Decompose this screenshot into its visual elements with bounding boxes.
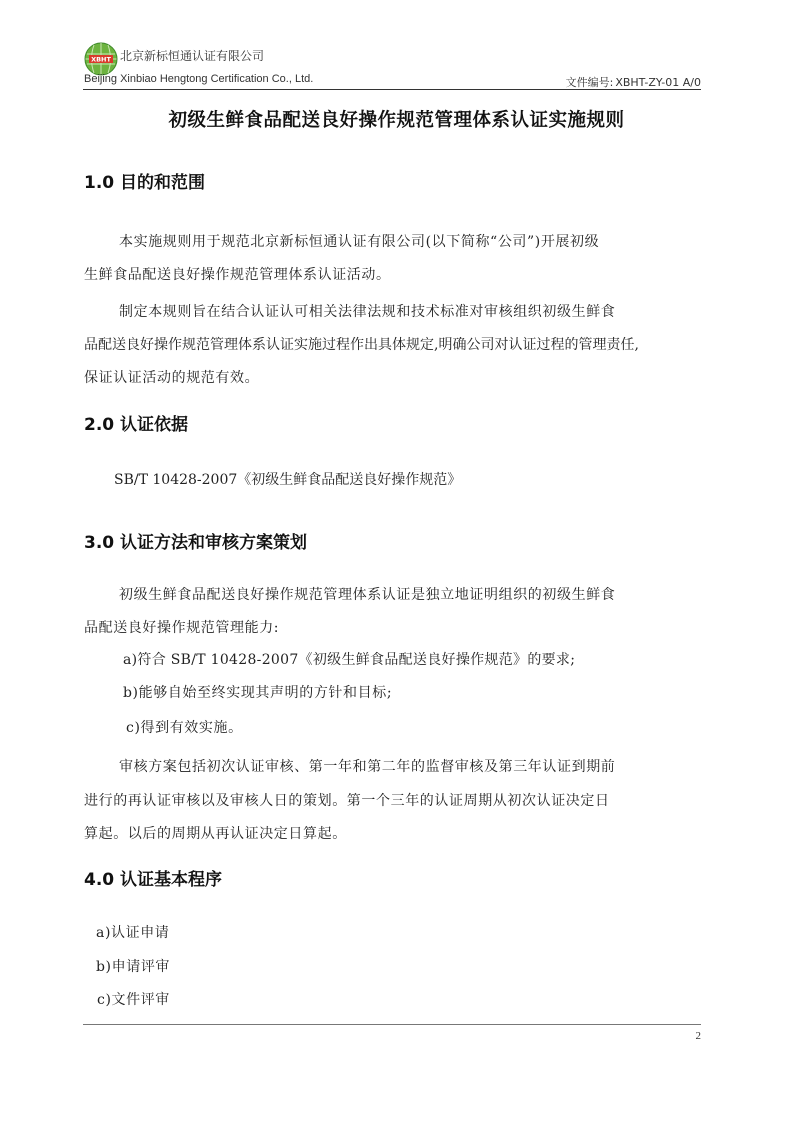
section-4-heading: 4.0 认证基本程序	[84, 870, 223, 890]
section-2-heading: 2.0 认证依据	[84, 415, 189, 435]
section-3-item-b: b)能够自始至终实现其声明的方针和目标;	[123, 685, 393, 701]
svg-text:XBHT: XBHT	[91, 55, 111, 64]
procedure-item-b: b)申请评审	[96, 959, 171, 975]
section-3-paragraph-2-line-2: 进行的再认证审核以及审核人日的策划。第一个三年的认证周期从初次认证决定日	[84, 793, 610, 809]
section-3-item-a: a)符合 SB/T 10428-2007《初级生鲜食品配送良好操作规范》的要求;	[123, 652, 576, 668]
section-1-paragraph-2-line-3: 保证认证活动的规范有效。	[84, 370, 260, 386]
procedure-item-a: a)认证申请	[96, 925, 170, 941]
company-name-cn: 北京新标恒通认证有限公司	[120, 49, 265, 63]
company-name-en: Beijing Xinbiao Hengtong Certification Co., Ltd.	[84, 73, 314, 85]
company-logo	[84, 42, 118, 76]
section-3-paragraph-2-line-3: 算起。以后的周期从再认证决定日算起。	[84, 826, 347, 842]
section-1-paragraph-2-line-1: 制定本规则旨在结合认证认可相关法律法规和技术标准对审核组织初级生鲜食	[119, 304, 616, 320]
section-3-item-c: c)得到有效实施。	[126, 720, 243, 736]
section-3-heading: 3.0 认证方法和审核方案策划	[84, 533, 308, 553]
page-number: 2	[695, 1030, 701, 1042]
section-1-paragraph-2-line-2: 品配送良好操作规范管理体系认证实施过程作出具体规定,明确公司对认证过程的管理责任,	[84, 337, 639, 353]
certification-basis: SB/T 10428-2007《初级生鲜食品配送良好操作规范》	[114, 472, 462, 488]
section-1-paragraph-1-line-2: 生鲜食品配送良好操作规范管理体系认证活动。	[84, 267, 391, 283]
footer-divider	[83, 1024, 701, 1025]
section-3-paragraph-2-line-1: 审核方案包括初次认证审核、第一年和第二年的监督审核及第三年认证到期前	[119, 759, 616, 775]
document-number-value: XBHT-ZY-01 A/0	[615, 76, 701, 89]
section-3-paragraph-1-line-2: 品配送良好操作规范管理能力:	[84, 620, 280, 636]
document-number-label: 文件编号:	[565, 76, 614, 89]
procedure-item-c: c)文件评审	[97, 992, 170, 1008]
section-3-paragraph-1-line-1: 初级生鲜食品配送良好操作规范管理体系认证是独立地证明组织的初级生鲜食	[119, 587, 616, 603]
document-title: 初级生鲜食品配送良好操作规范管理体系认证实施规则	[168, 110, 625, 131]
header-divider	[83, 89, 701, 90]
section-1-heading: 1.0 目的和范围	[84, 173, 206, 193]
section-1-paragraph-1-line-1: 本实施规则用于规范北京新标恒通认证有限公司(以下简称“公司”)开展初级	[119, 234, 600, 250]
document-number	[566, 74, 701, 90]
